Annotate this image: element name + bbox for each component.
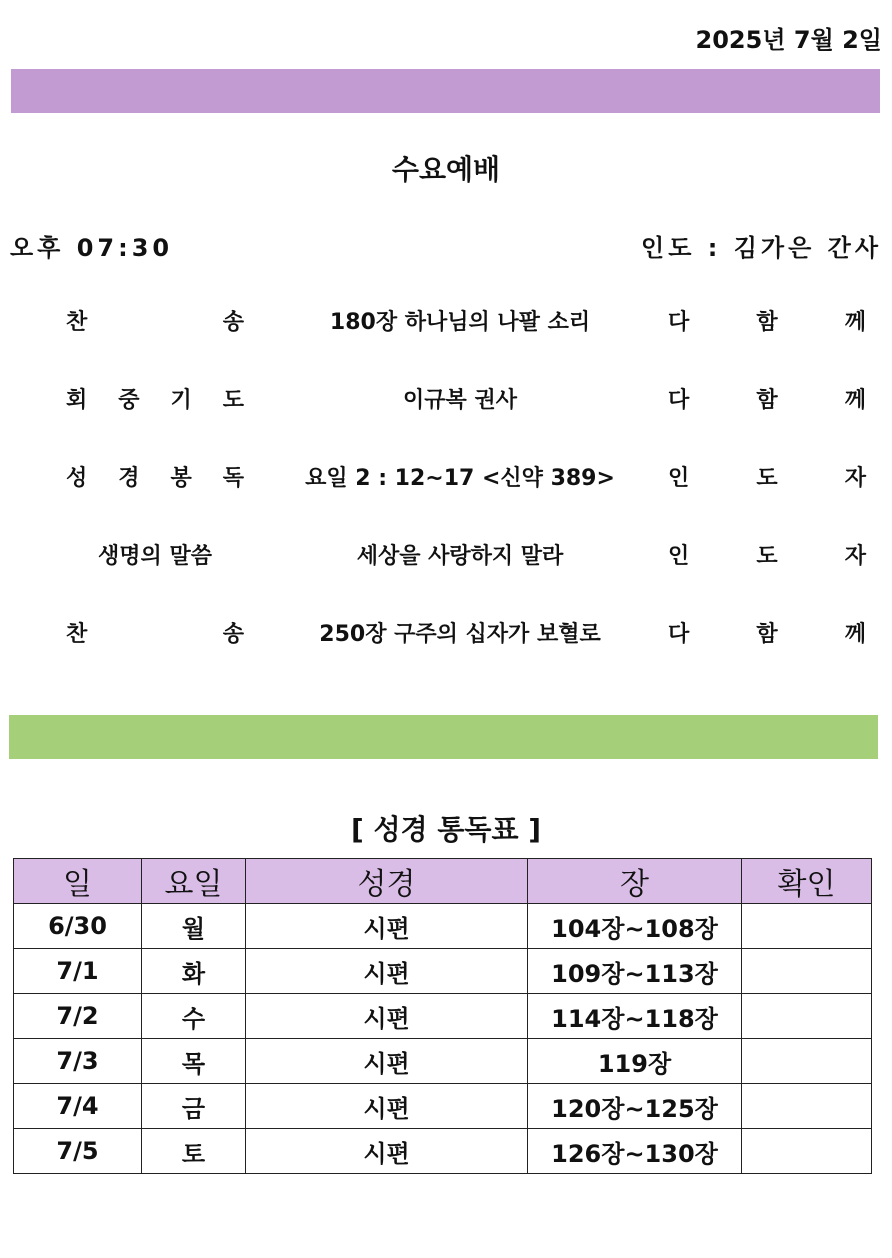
order-item bbox=[66, 383, 244, 414]
order-item-char: 찬 bbox=[66, 310, 88, 335]
table-row bbox=[14, 904, 872, 949]
order-who-char: 다 bbox=[668, 388, 690, 413]
order-who-char: 함 bbox=[756, 388, 778, 413]
order-row bbox=[0, 383, 892, 423]
cell-weekday: 화 bbox=[142, 949, 246, 994]
cell-chapters: 120장~125장 bbox=[528, 1084, 742, 1129]
cell-day: 7/3 bbox=[14, 1039, 142, 1084]
cell-day: 7/1 bbox=[14, 949, 142, 994]
bulletin-date: 2025년 7월 2일 bbox=[695, 26, 882, 54]
reading-schedule-title: [ 성경 통독표 ] bbox=[350, 813, 542, 846]
order-item bbox=[66, 305, 244, 336]
order-content: 250장 구주의 십자가 보혈로 bbox=[319, 622, 601, 647]
order-who-char: 인 bbox=[668, 544, 690, 569]
order-row bbox=[0, 617, 892, 657]
cell-check bbox=[742, 1084, 872, 1129]
cell-day: 7/4 bbox=[14, 1084, 142, 1129]
order-who bbox=[668, 539, 866, 570]
purple-divider-bar bbox=[11, 69, 880, 113]
order-who-char: 께 bbox=[844, 310, 866, 335]
service-title: 수요예배 bbox=[391, 153, 501, 186]
order-item-char: 경 bbox=[118, 466, 140, 491]
cell-book: 시편 bbox=[246, 949, 528, 994]
order-who-char: 다 bbox=[668, 310, 690, 335]
header-weekday: 요일 bbox=[142, 859, 246, 904]
order-who bbox=[668, 383, 866, 414]
reading-schedule-table bbox=[13, 858, 872, 1174]
order-who-char: 께 bbox=[844, 388, 866, 413]
cell-check bbox=[742, 1039, 872, 1084]
order-item bbox=[66, 461, 244, 492]
order-who bbox=[668, 461, 866, 492]
cell-day: 7/5 bbox=[14, 1129, 142, 1174]
cell-weekday: 월 bbox=[142, 904, 246, 949]
order-content: 요일 2 : 12~17 <신약 389> bbox=[305, 466, 615, 491]
cell-weekday: 수 bbox=[142, 994, 246, 1039]
order-content: 180장 하나님의 나팔 소리 bbox=[329, 310, 591, 335]
order-item-char: 독 bbox=[222, 466, 244, 491]
table-row bbox=[14, 1039, 872, 1084]
header-day: 일 bbox=[14, 859, 142, 904]
cell-book: 시편 bbox=[246, 904, 528, 949]
header-chapters: 장 bbox=[528, 859, 742, 904]
cell-day: 7/2 bbox=[14, 994, 142, 1039]
order-content: 이규복 권사 bbox=[403, 388, 517, 413]
order-who-char: 자 bbox=[844, 544, 866, 569]
cell-book: 시편 bbox=[246, 994, 528, 1039]
cell-book: 시편 bbox=[246, 1039, 528, 1084]
order-item-char: 찬 bbox=[66, 622, 88, 647]
header-check: 확인 bbox=[742, 859, 872, 904]
cell-chapters: 109장~113장 bbox=[528, 949, 742, 994]
order-content: 세상을 사랑하지 말라 bbox=[356, 544, 564, 569]
order-item bbox=[66, 617, 244, 648]
order-item-char: 도 bbox=[222, 388, 244, 413]
order-item bbox=[66, 539, 244, 570]
order-who-char: 도 bbox=[756, 544, 778, 569]
table-row bbox=[14, 1084, 872, 1129]
cell-chapters: 104장~108장 bbox=[528, 904, 742, 949]
order-who-char: 자 bbox=[844, 466, 866, 491]
green-divider-bar bbox=[9, 715, 878, 759]
service-time: 오후 07:30 bbox=[10, 234, 174, 262]
order-who bbox=[668, 305, 866, 336]
cell-chapters: 114장~118장 bbox=[528, 994, 742, 1039]
order-item-char: 송 bbox=[222, 310, 244, 335]
order-item-char: 생명의 말씀 bbox=[98, 544, 212, 569]
service-leader: 인도 : 김가은 간사 bbox=[641, 234, 882, 262]
cell-weekday: 목 bbox=[142, 1039, 246, 1084]
order-row bbox=[0, 461, 892, 501]
order-item-char: 중 bbox=[118, 388, 140, 413]
cell-weekday: 토 bbox=[142, 1129, 246, 1174]
cell-chapters: 126장~130장 bbox=[528, 1129, 742, 1174]
order-who-char: 함 bbox=[756, 622, 778, 647]
order-row bbox=[0, 539, 892, 579]
cell-chapters: 119장 bbox=[528, 1039, 742, 1084]
table-row bbox=[14, 994, 872, 1039]
table-row bbox=[14, 949, 872, 994]
order-who-char: 다 bbox=[668, 622, 690, 647]
cell-day: 6/30 bbox=[14, 904, 142, 949]
order-item-char: 송 bbox=[222, 622, 244, 647]
cell-book: 시편 bbox=[246, 1129, 528, 1174]
order-row bbox=[0, 305, 892, 345]
cell-check bbox=[742, 949, 872, 994]
header-book: 성경 bbox=[246, 859, 528, 904]
table-row bbox=[14, 1129, 872, 1174]
order-who-char: 도 bbox=[756, 466, 778, 491]
order-who-char: 께 bbox=[844, 622, 866, 647]
cell-book: 시편 bbox=[246, 1084, 528, 1129]
order-item-char: 기 bbox=[170, 388, 192, 413]
table-header-row bbox=[14, 859, 872, 904]
order-who bbox=[668, 617, 866, 648]
cell-weekday: 금 bbox=[142, 1084, 246, 1129]
order-item-char: 성 bbox=[66, 466, 88, 491]
cell-check bbox=[742, 1129, 872, 1174]
cell-check bbox=[742, 994, 872, 1039]
order-who-char: 인 bbox=[668, 466, 690, 491]
order-item-char: 봉 bbox=[170, 466, 192, 491]
order-item-char: 회 bbox=[66, 388, 88, 413]
cell-check bbox=[742, 904, 872, 949]
order-who-char: 함 bbox=[756, 310, 778, 335]
